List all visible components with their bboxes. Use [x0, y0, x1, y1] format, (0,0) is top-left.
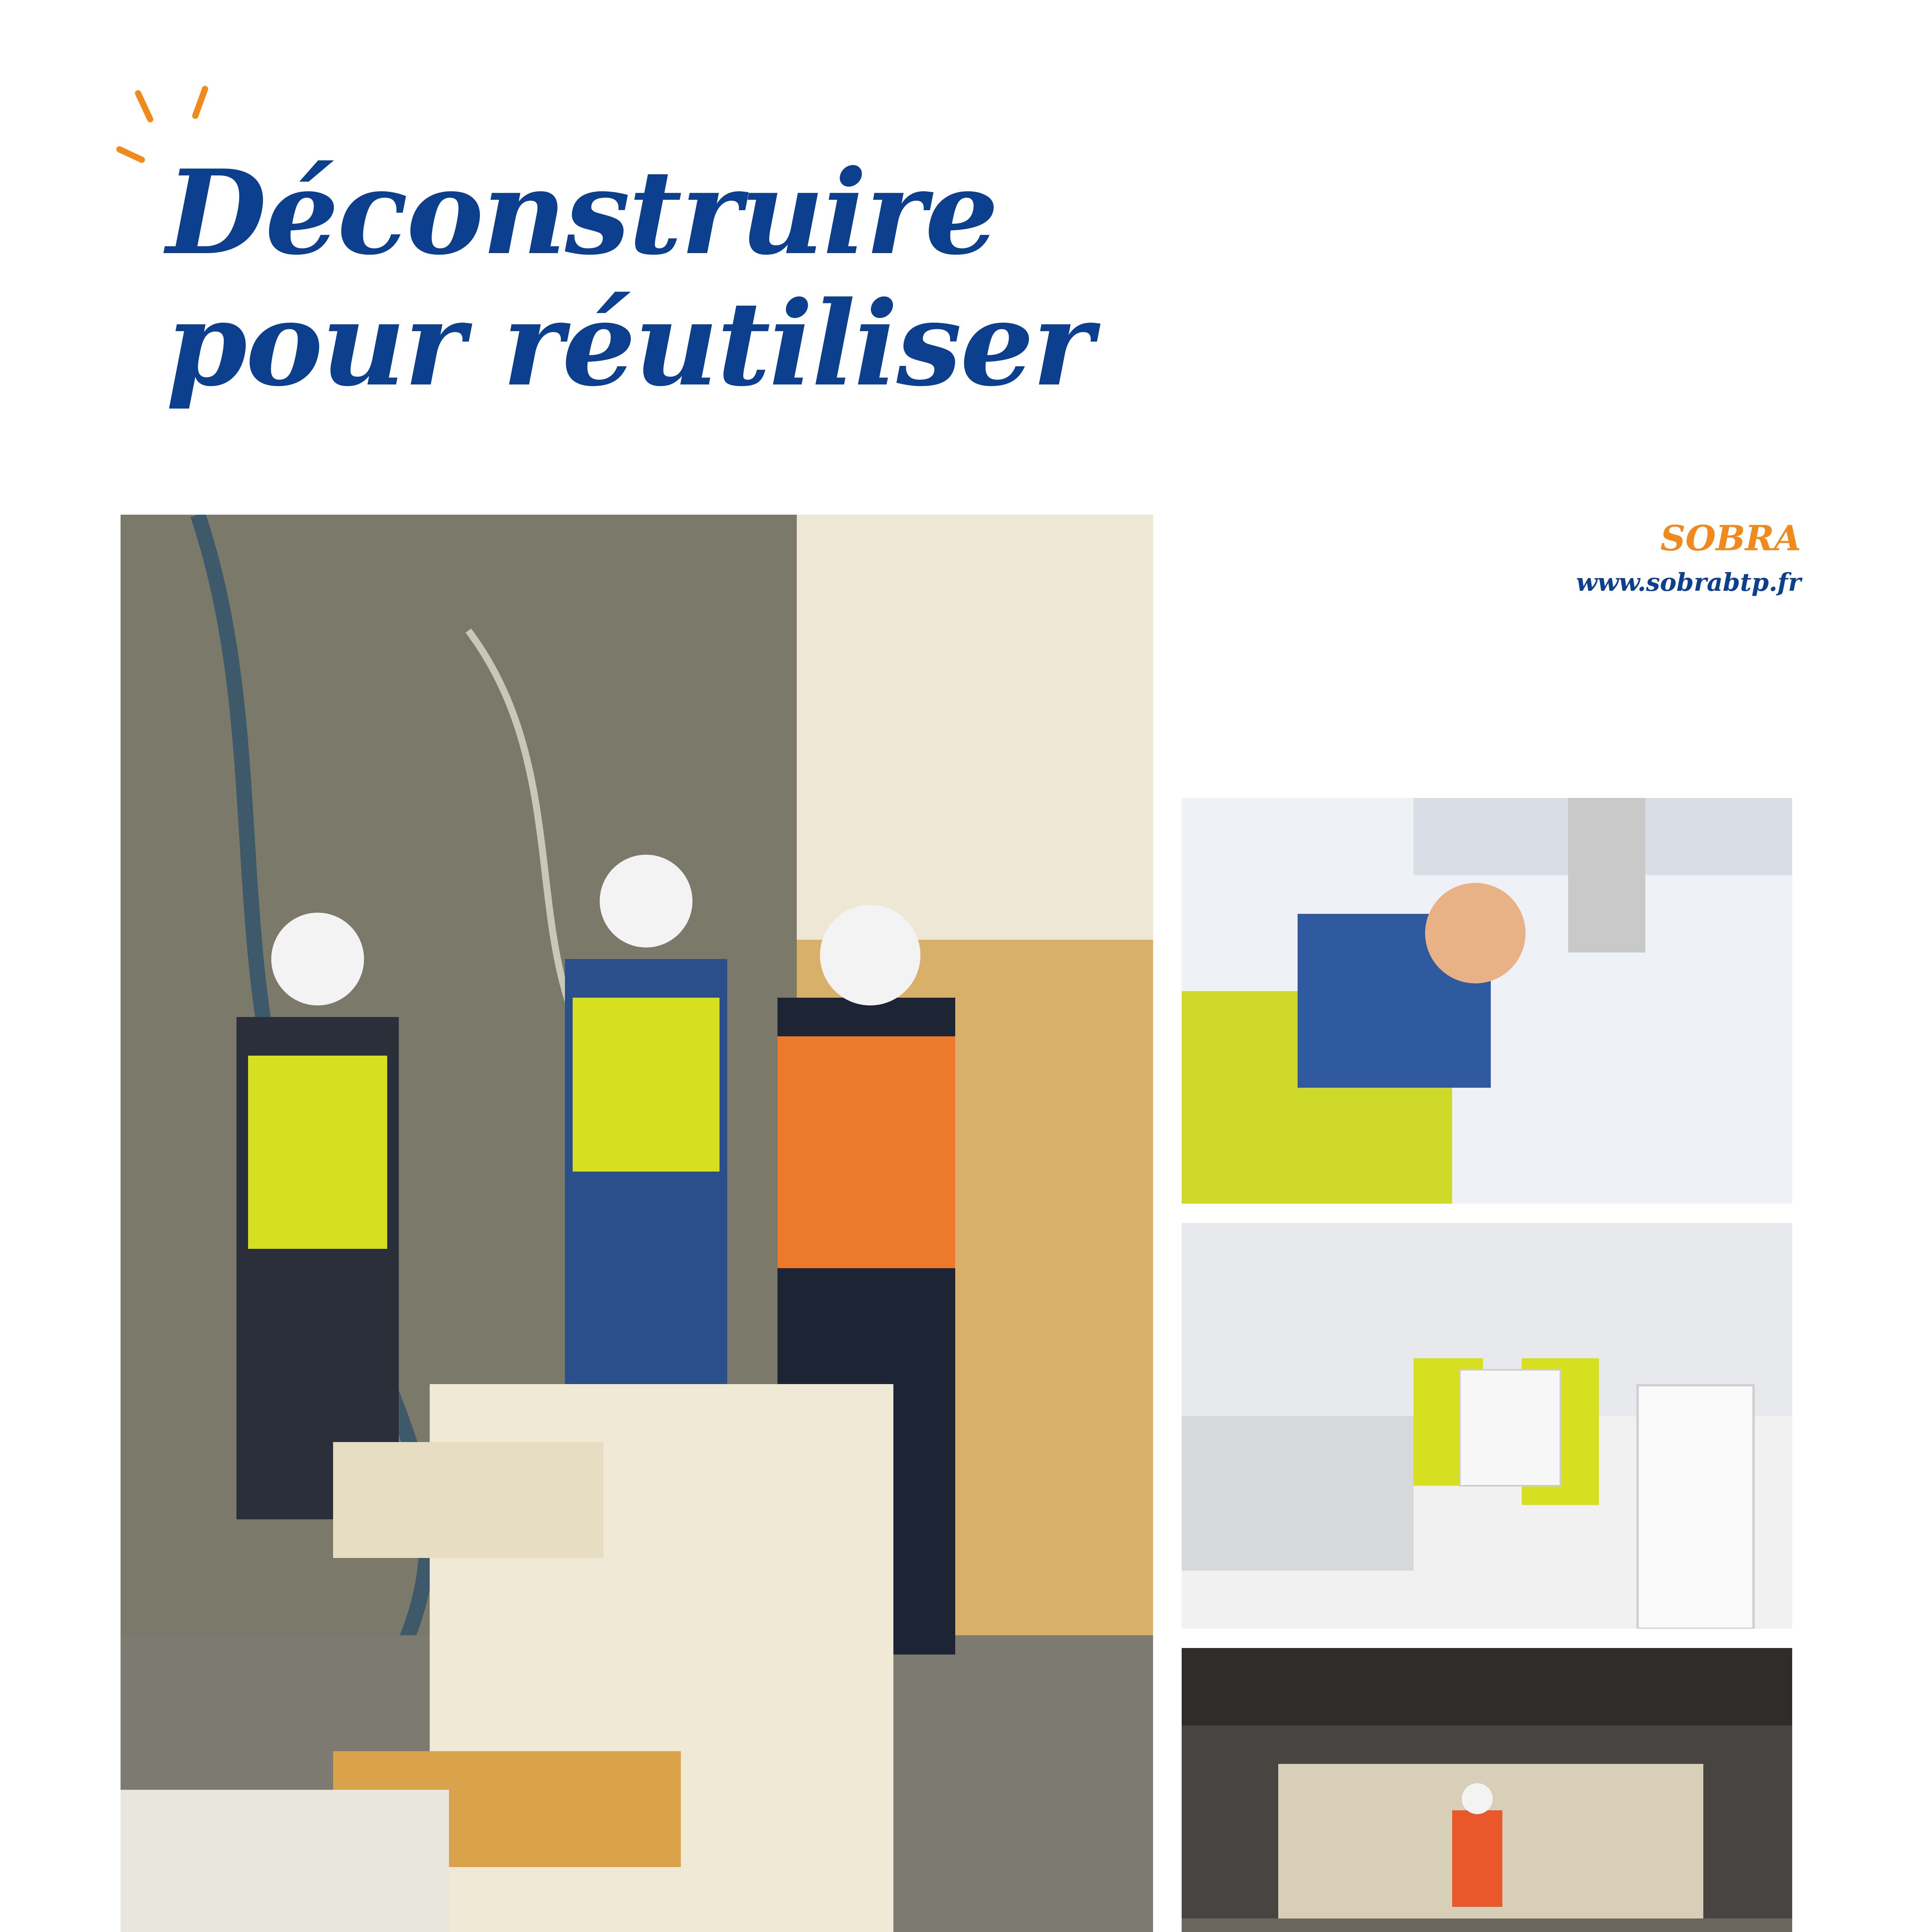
title-spark-decoration [191, 85, 209, 120]
side-photo-warehouse [1182, 1648, 1792, 1932]
title-spark-decoration [134, 89, 155, 123]
page-title-line-1: Déconstruire [166, 144, 997, 281]
organization-website-link[interactable]: www.sobrabtp.fr [1576, 568, 1801, 597]
side-photo-carrying-fridge [1182, 1223, 1792, 1629]
side-photo-ceiling-work [1182, 798, 1792, 1204]
page-title-line-2: pour réutiliser [166, 276, 1092, 412]
title-spark-decoration [115, 145, 146, 164]
main-photo-team [121, 515, 1153, 1932]
organization-name: SOBRA [1660, 518, 1801, 559]
